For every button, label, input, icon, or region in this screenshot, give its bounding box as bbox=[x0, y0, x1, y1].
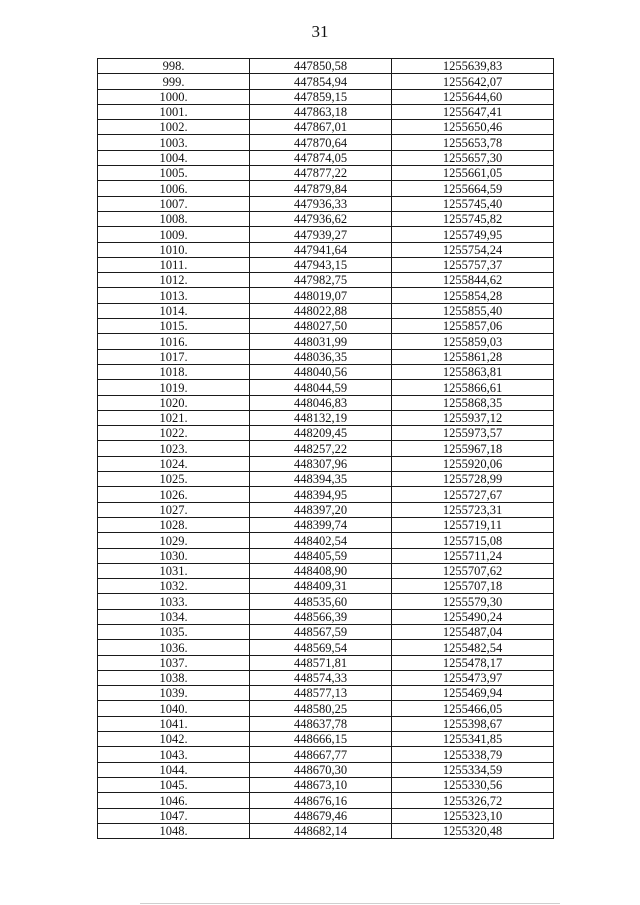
x-coordinate-cell: 447879,84 bbox=[250, 181, 392, 196]
y-coordinate-cell: 1255861,28 bbox=[392, 349, 554, 364]
point-number-cell: 999. bbox=[98, 74, 250, 89]
table-row bbox=[98, 426, 554, 441]
point-number-cell: 1033. bbox=[98, 594, 250, 609]
y-coordinate-cell: 1255745,82 bbox=[392, 211, 554, 226]
point-number-cell: 1019. bbox=[98, 380, 250, 395]
x-coordinate-cell: 448044,59 bbox=[250, 380, 392, 395]
y-coordinate-cell: 1255863,81 bbox=[392, 364, 554, 379]
point-number-cell: 1047. bbox=[98, 808, 250, 823]
point-number-cell: 1002. bbox=[98, 120, 250, 135]
point-number-cell: 1048. bbox=[98, 823, 250, 838]
y-coordinate-cell: 1255478,17 bbox=[392, 655, 554, 670]
point-number-cell: 1018. bbox=[98, 364, 250, 379]
x-coordinate-cell: 448569,54 bbox=[250, 640, 392, 655]
table-row bbox=[98, 227, 554, 242]
table-row bbox=[98, 334, 554, 349]
table-row bbox=[98, 104, 554, 119]
y-coordinate-cell: 1255469,94 bbox=[392, 686, 554, 701]
point-number-cell: 1028. bbox=[98, 517, 250, 532]
y-coordinate-cell: 1255844,62 bbox=[392, 273, 554, 288]
x-coordinate-cell: 448040,56 bbox=[250, 364, 392, 379]
table-row bbox=[98, 732, 554, 747]
table-row bbox=[98, 257, 554, 272]
x-coordinate-cell: 448019,07 bbox=[250, 288, 392, 303]
table-row bbox=[98, 823, 554, 838]
table-row bbox=[98, 609, 554, 624]
y-coordinate-cell: 1255320,48 bbox=[392, 823, 554, 838]
y-coordinate-cell: 1255482,54 bbox=[392, 640, 554, 655]
y-coordinate-cell: 1255866,61 bbox=[392, 380, 554, 395]
table-row bbox=[98, 502, 554, 517]
y-coordinate-cell: 1255854,28 bbox=[392, 288, 554, 303]
x-coordinate-cell: 447943,15 bbox=[250, 257, 392, 272]
table-row bbox=[98, 472, 554, 487]
table-row bbox=[98, 533, 554, 548]
table-row bbox=[98, 211, 554, 226]
table-row bbox=[98, 242, 554, 257]
table-row bbox=[98, 395, 554, 410]
table-row bbox=[98, 716, 554, 731]
y-coordinate-cell: 1255653,78 bbox=[392, 135, 554, 150]
y-coordinate-cell: 1255855,40 bbox=[392, 303, 554, 318]
x-coordinate-cell: 448031,99 bbox=[250, 334, 392, 349]
y-coordinate-cell: 1255473,97 bbox=[392, 670, 554, 685]
y-coordinate-cell: 1255973,57 bbox=[392, 426, 554, 441]
x-coordinate-cell: 448408,90 bbox=[250, 563, 392, 578]
point-number-cell: 1009. bbox=[98, 227, 250, 242]
y-coordinate-cell: 1255642,07 bbox=[392, 74, 554, 89]
y-coordinate-cell: 1255657,30 bbox=[392, 150, 554, 165]
y-coordinate-cell: 1255487,04 bbox=[392, 624, 554, 639]
table-row bbox=[98, 150, 554, 165]
point-number-cell: 1029. bbox=[98, 533, 250, 548]
x-coordinate-cell: 448535,60 bbox=[250, 594, 392, 609]
x-coordinate-cell: 448574,33 bbox=[250, 670, 392, 685]
y-coordinate-cell: 1255398,67 bbox=[392, 716, 554, 731]
point-number-cell: 1026. bbox=[98, 487, 250, 502]
table-row bbox=[98, 196, 554, 211]
x-coordinate-cell: 448679,46 bbox=[250, 808, 392, 823]
x-coordinate-cell: 448036,35 bbox=[250, 349, 392, 364]
x-coordinate-cell: 447982,75 bbox=[250, 273, 392, 288]
y-coordinate-cell: 1255728,99 bbox=[392, 472, 554, 487]
x-coordinate-cell: 447867,01 bbox=[250, 120, 392, 135]
point-number-cell: 1045. bbox=[98, 777, 250, 792]
table-row bbox=[98, 74, 554, 89]
coordinates-table bbox=[97, 58, 554, 839]
table-row bbox=[98, 364, 554, 379]
point-number-cell: 1041. bbox=[98, 716, 250, 731]
x-coordinate-cell: 448307,96 bbox=[250, 456, 392, 471]
table-row bbox=[98, 686, 554, 701]
table-row bbox=[98, 303, 554, 318]
x-coordinate-cell: 447941,64 bbox=[250, 242, 392, 257]
point-number-cell: 1035. bbox=[98, 624, 250, 639]
x-coordinate-cell: 447939,27 bbox=[250, 227, 392, 242]
x-coordinate-cell: 447859,15 bbox=[250, 89, 392, 104]
y-coordinate-cell: 1255341,85 bbox=[392, 732, 554, 747]
x-coordinate-cell: 448571,81 bbox=[250, 655, 392, 670]
y-coordinate-cell: 1255707,62 bbox=[392, 563, 554, 578]
point-number-cell: 1039. bbox=[98, 686, 250, 701]
point-number-cell: 1008. bbox=[98, 211, 250, 226]
table-row bbox=[98, 655, 554, 670]
table-row bbox=[98, 517, 554, 532]
point-number-cell: 1046. bbox=[98, 793, 250, 808]
table-row bbox=[98, 808, 554, 823]
point-number-cell: 1004. bbox=[98, 150, 250, 165]
point-number-cell: 1037. bbox=[98, 655, 250, 670]
table-row bbox=[98, 135, 554, 150]
table-row bbox=[98, 319, 554, 334]
y-coordinate-cell: 1255330,56 bbox=[392, 777, 554, 792]
y-coordinate-cell: 1255920,06 bbox=[392, 456, 554, 471]
y-coordinate-cell: 1255326,72 bbox=[392, 793, 554, 808]
y-coordinate-cell: 1255754,24 bbox=[392, 242, 554, 257]
point-number-cell: 1021. bbox=[98, 410, 250, 425]
x-coordinate-cell: 448667,77 bbox=[250, 747, 392, 762]
point-number-cell: 1040. bbox=[98, 701, 250, 716]
page-number: 31 bbox=[311, 22, 329, 41]
y-coordinate-cell: 1255723,31 bbox=[392, 502, 554, 517]
point-number-cell: 1042. bbox=[98, 732, 250, 747]
y-coordinate-cell: 1255661,05 bbox=[392, 166, 554, 181]
y-coordinate-cell: 1255719,11 bbox=[392, 517, 554, 532]
point-number-cell: 1020. bbox=[98, 395, 250, 410]
table-row bbox=[98, 89, 554, 104]
x-coordinate-cell: 447870,64 bbox=[250, 135, 392, 150]
table-row bbox=[98, 624, 554, 639]
table-row bbox=[98, 120, 554, 135]
y-coordinate-cell: 1255857,06 bbox=[392, 319, 554, 334]
x-coordinate-cell: 447874,05 bbox=[250, 150, 392, 165]
point-number-cell: 1017. bbox=[98, 349, 250, 364]
point-number-cell: 1005. bbox=[98, 166, 250, 181]
x-coordinate-cell: 448046,83 bbox=[250, 395, 392, 410]
y-coordinate-cell: 1255859,03 bbox=[392, 334, 554, 349]
x-coordinate-cell: 448209,45 bbox=[250, 426, 392, 441]
x-coordinate-cell: 448022,88 bbox=[250, 303, 392, 318]
point-number-cell: 1031. bbox=[98, 563, 250, 578]
x-coordinate-cell: 448566,39 bbox=[250, 609, 392, 624]
y-coordinate-cell: 1255579,30 bbox=[392, 594, 554, 609]
y-coordinate-cell: 1255644,60 bbox=[392, 89, 554, 104]
point-number-cell: 1027. bbox=[98, 502, 250, 517]
x-coordinate-cell: 447854,94 bbox=[250, 74, 392, 89]
point-number-cell: 1038. bbox=[98, 670, 250, 685]
table-row bbox=[98, 288, 554, 303]
x-coordinate-cell: 447936,62 bbox=[250, 211, 392, 226]
x-coordinate-cell: 448394,35 bbox=[250, 472, 392, 487]
point-number-cell: 1012. bbox=[98, 273, 250, 288]
point-number-cell: 1011. bbox=[98, 257, 250, 272]
x-coordinate-cell: 448132,19 bbox=[250, 410, 392, 425]
table-row bbox=[98, 380, 554, 395]
x-coordinate-cell: 448580,25 bbox=[250, 701, 392, 716]
point-number-cell: 1032. bbox=[98, 579, 250, 594]
x-coordinate-cell: 448577,13 bbox=[250, 686, 392, 701]
x-coordinate-cell: 448399,74 bbox=[250, 517, 392, 532]
x-coordinate-cell: 447863,18 bbox=[250, 104, 392, 119]
y-coordinate-cell: 1255338,79 bbox=[392, 747, 554, 762]
point-number-cell: 1014. bbox=[98, 303, 250, 318]
y-coordinate-cell: 1255647,41 bbox=[392, 104, 554, 119]
y-coordinate-cell: 1255664,59 bbox=[392, 181, 554, 196]
table-row bbox=[98, 456, 554, 471]
y-coordinate-cell: 1255937,12 bbox=[392, 410, 554, 425]
table-row bbox=[98, 579, 554, 594]
point-number-cell: 1010. bbox=[98, 242, 250, 257]
x-coordinate-cell: 448402,54 bbox=[250, 533, 392, 548]
x-coordinate-cell: 448567,59 bbox=[250, 624, 392, 639]
y-coordinate-cell: 1255757,37 bbox=[392, 257, 554, 272]
x-coordinate-cell: 448676,16 bbox=[250, 793, 392, 808]
point-number-cell: 1015. bbox=[98, 319, 250, 334]
x-coordinate-cell: 448673,10 bbox=[250, 777, 392, 792]
point-number-cell: 1025. bbox=[98, 472, 250, 487]
point-number-cell: 1044. bbox=[98, 762, 250, 777]
y-coordinate-cell: 1255868,35 bbox=[392, 395, 554, 410]
table-row bbox=[98, 349, 554, 364]
point-number-cell: 1006. bbox=[98, 181, 250, 196]
x-coordinate-cell: 448405,59 bbox=[250, 548, 392, 563]
x-coordinate-cell: 448682,14 bbox=[250, 823, 392, 838]
table-row bbox=[98, 777, 554, 792]
x-coordinate-cell: 448394,95 bbox=[250, 487, 392, 502]
x-coordinate-cell: 448409,31 bbox=[250, 579, 392, 594]
point-number-cell: 1030. bbox=[98, 548, 250, 563]
point-number-cell: 1034. bbox=[98, 609, 250, 624]
table-row bbox=[98, 410, 554, 425]
y-coordinate-cell: 1255639,83 bbox=[392, 59, 554, 74]
point-number-cell: 1001. bbox=[98, 104, 250, 119]
table-row bbox=[98, 701, 554, 716]
y-coordinate-cell: 1255715,08 bbox=[392, 533, 554, 548]
y-coordinate-cell: 1255334,59 bbox=[392, 762, 554, 777]
table-row bbox=[98, 747, 554, 762]
x-coordinate-cell: 447877,22 bbox=[250, 166, 392, 181]
table-row bbox=[98, 181, 554, 196]
y-coordinate-cell: 1255727,67 bbox=[392, 487, 554, 502]
table-row bbox=[98, 487, 554, 502]
coordinates-table-body bbox=[98, 59, 554, 839]
table-row bbox=[98, 441, 554, 456]
table-row bbox=[98, 640, 554, 655]
point-number-cell: 1023. bbox=[98, 441, 250, 456]
x-coordinate-cell: 447850,58 bbox=[250, 59, 392, 74]
y-coordinate-cell: 1255650,46 bbox=[392, 120, 554, 135]
y-coordinate-cell: 1255707,18 bbox=[392, 579, 554, 594]
table-row bbox=[98, 793, 554, 808]
point-number-cell: 1000. bbox=[98, 89, 250, 104]
x-coordinate-cell: 448397,20 bbox=[250, 502, 392, 517]
point-number-cell: 1036. bbox=[98, 640, 250, 655]
y-coordinate-cell: 1255711,24 bbox=[392, 548, 554, 563]
point-number-cell: 998. bbox=[98, 59, 250, 74]
point-number-cell: 1007. bbox=[98, 196, 250, 211]
x-coordinate-cell: 448637,78 bbox=[250, 716, 392, 731]
table-row bbox=[98, 59, 554, 74]
table-row bbox=[98, 670, 554, 685]
y-coordinate-cell: 1255749,95 bbox=[392, 227, 554, 242]
point-number-cell: 1013. bbox=[98, 288, 250, 303]
point-number-cell: 1024. bbox=[98, 456, 250, 471]
point-number-cell: 1022. bbox=[98, 426, 250, 441]
table-row bbox=[98, 563, 554, 578]
y-coordinate-cell: 1255490,24 bbox=[392, 609, 554, 624]
y-coordinate-cell: 1255323,10 bbox=[392, 808, 554, 823]
x-coordinate-cell: 447936,33 bbox=[250, 196, 392, 211]
point-number-cell: 1016. bbox=[98, 334, 250, 349]
table-row bbox=[98, 762, 554, 777]
y-coordinate-cell: 1255466,05 bbox=[392, 701, 554, 716]
table-row bbox=[98, 166, 554, 181]
x-coordinate-cell: 448027,50 bbox=[250, 319, 392, 334]
y-coordinate-cell: 1255745,40 bbox=[392, 196, 554, 211]
x-coordinate-cell: 448666,15 bbox=[250, 732, 392, 747]
y-coordinate-cell: 1255967,18 bbox=[392, 441, 554, 456]
x-coordinate-cell: 448670,30 bbox=[250, 762, 392, 777]
table-row bbox=[98, 548, 554, 563]
point-number-cell: 1003. bbox=[98, 135, 250, 150]
x-coordinate-cell: 448257,22 bbox=[250, 441, 392, 456]
table-row bbox=[98, 273, 554, 288]
table-row bbox=[98, 594, 554, 609]
scan-bottom-edge bbox=[140, 903, 560, 904]
point-number-cell: 1043. bbox=[98, 747, 250, 762]
